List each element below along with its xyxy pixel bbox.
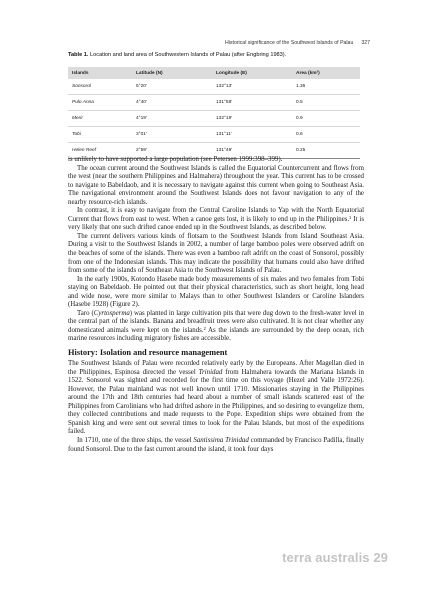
header-islands: Islands xyxy=(68,67,132,79)
paragraph xyxy=(68,437,364,454)
body-text xyxy=(68,156,364,454)
italic-term: Cyrtosperma xyxy=(93,309,130,317)
header-longitude: Longitude (E) xyxy=(212,67,292,79)
cell-latitude: 5°20′ xyxy=(132,79,212,95)
text-run: The Southwest Islands of Palau were recorded relatively early by the Europeans. After Magellan died in the Philippines, Espinosa directed the vessel xyxy=(68,360,364,376)
cell-longitude: 132°13′ xyxy=(212,79,292,95)
text-run: Taro ( xyxy=(77,309,94,317)
paragraph: In the early 1900s, Kotondo Hasebe made body measurements of six males and two females from Tobi staying on Babeldaob. He pointed out that their physical characteristics, such as short height, long head and wide nose, were more similar to Malays than to other Southwest Islanders or Caroline Islanders (Hasebe 1928) (Figure 2). xyxy=(68,275,364,309)
cell-area: 0.6 xyxy=(292,127,360,143)
running-head xyxy=(225,40,370,46)
page-number: 327 xyxy=(361,40,370,46)
cell-area: 1.36 xyxy=(292,79,360,95)
table-header-row xyxy=(68,67,360,79)
table-row xyxy=(68,127,360,143)
paragraph: is unlikely to have supported a large population (see Petersen 1999:398–399). xyxy=(68,156,283,163)
table-caption xyxy=(68,52,368,58)
text-run: In 1710, one of the three ships, the vessel xyxy=(77,436,194,444)
table-caption-text: Location and land area of Southwestern Islands of Palau (after Engbring 1983). xyxy=(88,52,287,58)
paragraph xyxy=(68,310,364,344)
header-area: Area (km²) xyxy=(292,67,360,79)
section-heading: History: Isolation and resource management xyxy=(68,348,228,358)
paragraph: The ocean current around the Southwest Islands is called the Equatorial Countercurrent and flows from the west (near the southern Philippines and Halmahera) throughout the year. This current has to be crossed to navigate to Babeldaob, and it is necessary to navigate against this current when going to Southeast Asia. The navigational environment around the Southwest Islands does not favour navigation to any of the nearby resource-rich islands. xyxy=(68,164,364,206)
cell-longitude: 131°49′ xyxy=(212,143,292,159)
series-watermark: terra australis 29 xyxy=(282,550,388,565)
cell-latitude: 4°19′ xyxy=(132,111,212,127)
text-run: from Halmahera towards the Mariana Islands in 1522. Sonsorol was sighted and recorded for the first time on this voyage (Hezel and Valle 1972:26). However, the Palau mainland was not well known until 1710. Missionaries staying in the Philippines around the 17th and 18th centuries had heard about a number of small islands scattered east of the Philippines from Carolinians who had drifted ashore in the Philippines, and so desiring to evangelize them, they collected contributions and made requests to the Pope. Expedition ships were obtained from the Spanish king and were sent out several times to look for the Palau Islands, but most of the expeditions failed. xyxy=(68,368,364,436)
cell-longitude: 131°11′ xyxy=(212,127,292,143)
cell-latitude: 2°59′ xyxy=(132,143,212,159)
cell-area: 0.9 xyxy=(292,111,360,127)
cell-island: Pulo Anna xyxy=(68,95,132,111)
cell-latitude: 4°40′ xyxy=(132,95,212,111)
running-head-title: Historical significance of the Southwest Islands of Palau xyxy=(225,40,354,46)
cell-island: Helen Reef xyxy=(68,143,132,159)
header-latitude: Latitude (N) xyxy=(132,67,212,79)
italic-term: Santissima Trinidad xyxy=(193,436,249,444)
paragraph xyxy=(68,360,364,437)
paragraph: The current delivers various kinds of flotsam to the Southwest Islands from Island Southeast Asia. During a visit to the Southwest Islands in 2002, a number of large bamboo poles were observed adrift on the beaches of some of the islands. There was even a bamboo raft adrift on the coast of Sonsorol, possibly from one of the Indonesian islands. This may indicate the possibility that humans could also have drifted from some of the islands of Southeast Asia to the Southwest Islands of Palau. xyxy=(68,232,364,275)
cell-island: Sonsorol xyxy=(68,79,132,95)
text-run: ) was planted in large cultivation pits that were dug down to the fresh-water level in the central part of the islands. Banana and breadfruit trees were also cultivated. It is not clear whether any domesticated animals were kept on the islands.² As the islands are surrounded by the deep ocean, rich marine resources including migratory fishes are accessible. xyxy=(68,309,364,343)
islands-table xyxy=(68,67,360,159)
table-row xyxy=(68,79,360,95)
cell-longitude: 131°58′ xyxy=(212,95,292,111)
cell-longitude: 132°19′ xyxy=(212,111,292,127)
table-row xyxy=(68,95,360,111)
text-run: commanded by Francisco Padilla, finally found Sonsorol. Due to the fast current around the island, it took four days xyxy=(68,436,364,453)
italic-term: Trinidad xyxy=(198,368,223,376)
paragraph: In contrast, it is easy to navigate from the Central Caroline Islands to Yap with the North Equatorial Current that flows from east to west. When a canoe gets lost, it is likely to end up in the Philippines.¹ It is very likely that one such drifted canoe ended up in the Southwest Islands, as described below. xyxy=(68,207,364,232)
cell-latitude: 3°01′ xyxy=(132,127,212,143)
cell-area: 0.25 xyxy=(292,143,360,159)
table-caption-label: Table 1. xyxy=(68,52,89,58)
cell-island: Merir xyxy=(68,111,132,127)
cell-island: Tobi xyxy=(68,127,132,143)
table-row xyxy=(68,111,360,127)
cell-area: 0.5 xyxy=(292,95,360,111)
